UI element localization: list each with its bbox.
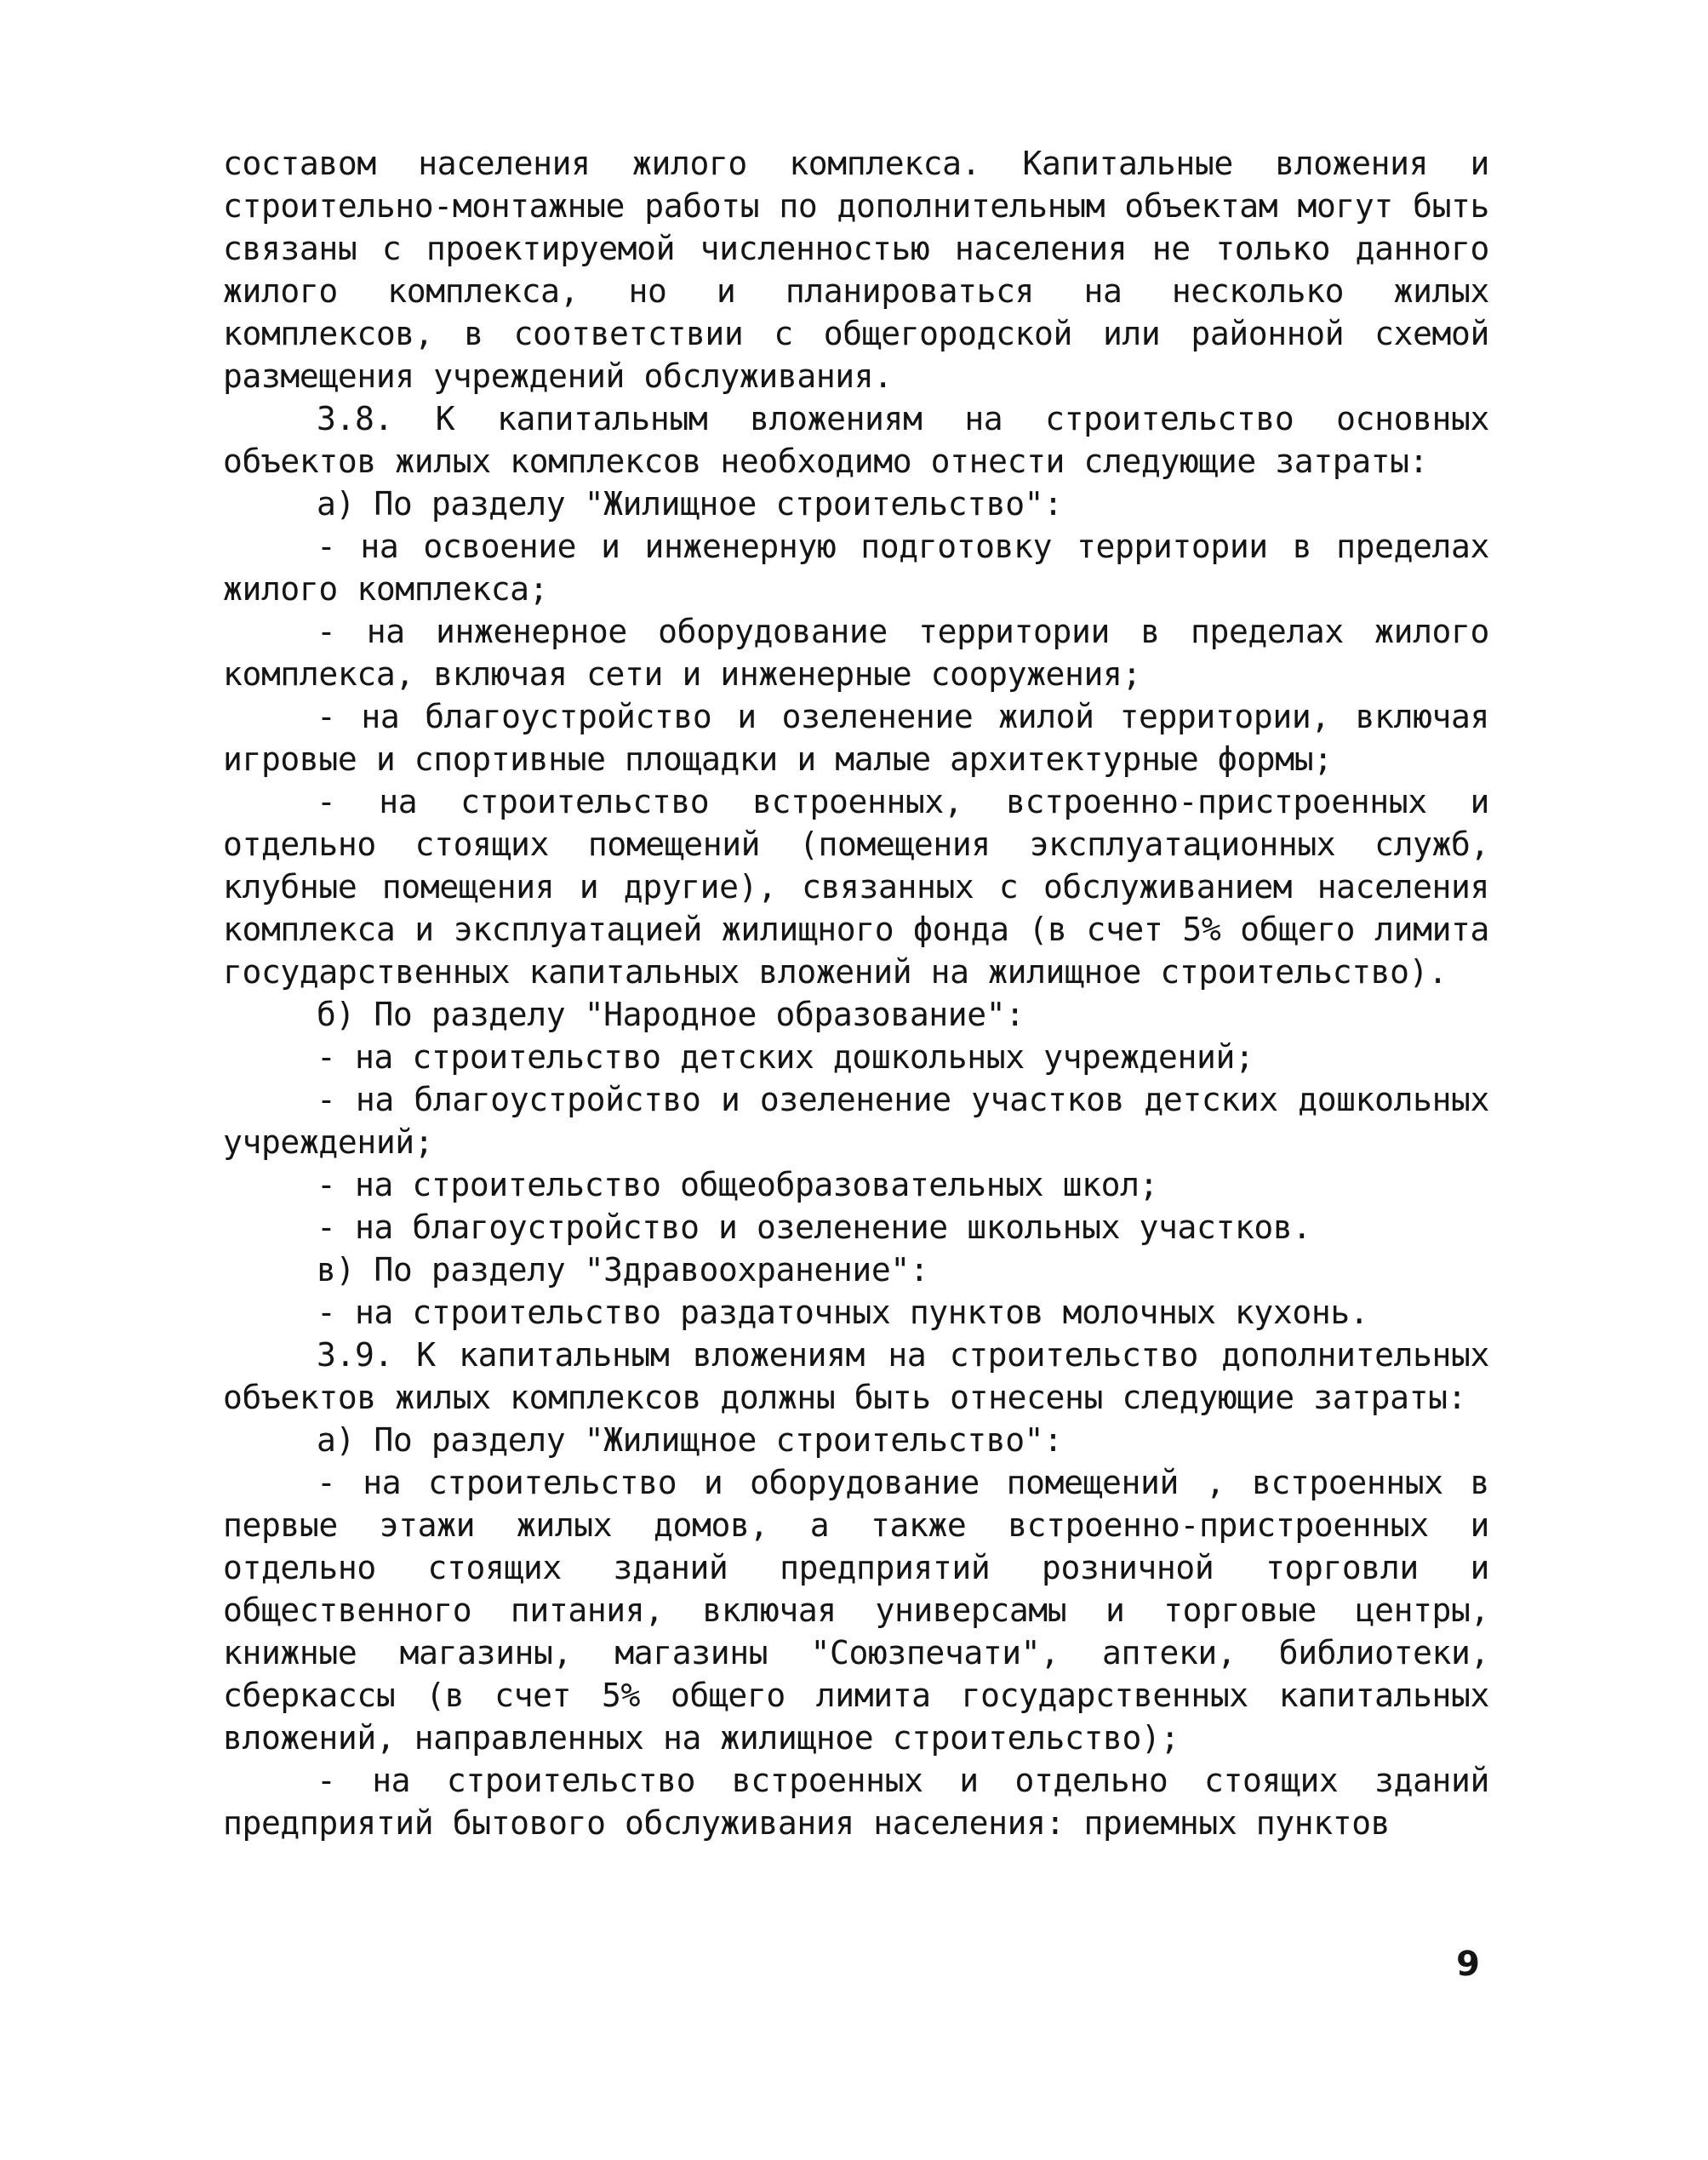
paragraph: а) По разделу "Жилищное строительство":	[317, 485, 1063, 523]
paragraph: 3.9. К капитальным вложениям на строительство дополнительных объектов жилых комплексов должны быть отнесены следующие затраты:	[223, 1336, 1489, 1416]
paragraph: - на освоение и инженерную подготовку территории в пределах жилого комплекса;	[223, 528, 1489, 608]
paragraph: 3.8. К капитальным вложениям на строительство основных объектов жилых комплексов необходимо отнести следующие затраты:	[223, 400, 1489, 480]
paragraph: - на инженерное оборудование территории в пределах жилого комплекса, включая сети и инженерные сооружения;	[223, 613, 1489, 693]
paragraph: б) По разделу "Народное образование":	[317, 996, 1025, 1033]
paragraph: - на строительство общеобразовательных школ;	[317, 1166, 1159, 1203]
paragraph: а) По разделу "Жилищное строительство":	[317, 1421, 1063, 1459]
paragraph: в) По разделу "Здравоохранение":	[317, 1251, 929, 1289]
body-text	[223, 142, 1489, 1844]
paragraph: - на строительство и оборудование помещений , встроенных в первые этажи жилых домов, а также встроенно-пристроенных и отдельно стоящих зданий предприятий розничной торговли и общественного питания, включая универсамы и торговые центры, книжные магазины, магазины "Союзпечати", аптеки, библиотеки, сберкассы (в счет 5% общего лимита государственных капитальных вложений, направленных на жилищное строительство);	[223, 1464, 1489, 1757]
paragraph: - на благоустройство и озеленение участков детских дошкольных учреждений;	[223, 1081, 1489, 1161]
paragraph: составом населения жилого комплекса. Капитальные вложения и строительно-монтажные работы по дополнительным объектам могут быть связаны с проектируемой численностью населения не только данного жилого комплекса, но и планироваться на несколько жилых комплексов, в соответствии с общегородской или районной схемой размещения учреждений обслуживания.	[223, 145, 1489, 395]
paragraph: - на строительство раздаточных пунктов молочных кухонь.	[317, 1294, 1369, 1331]
paragraph: - на благоустройство и озеленение школьных участков.	[317, 1209, 1311, 1246]
paragraph: - на строительство встроенных и отдельно стоящих зданий предприятий бытового обслуживания населения: приемных пунктов	[223, 1762, 1489, 1842]
paragraph: - на строительство детских дошкольных учреждений;	[317, 1038, 1254, 1076]
page-number: 9	[1456, 1945, 1480, 1984]
paragraph: - на строительство встроенных, встроенно-пристроенных и отдельно стоящих помещений (помещения эксплуатационных служб, клубные помещения и другие), связанных с обслуживанием населения комплекса и эксплуатацией жилищного фонда (в счет 5% общего лимита государственных капитальных вложений на жилищное строительство).	[223, 783, 1489, 991]
paragraph: - на благоустройство и озеленение жилой территории, включая игровые и спортивные площадки и малые архитектурные формы;	[223, 698, 1489, 778]
